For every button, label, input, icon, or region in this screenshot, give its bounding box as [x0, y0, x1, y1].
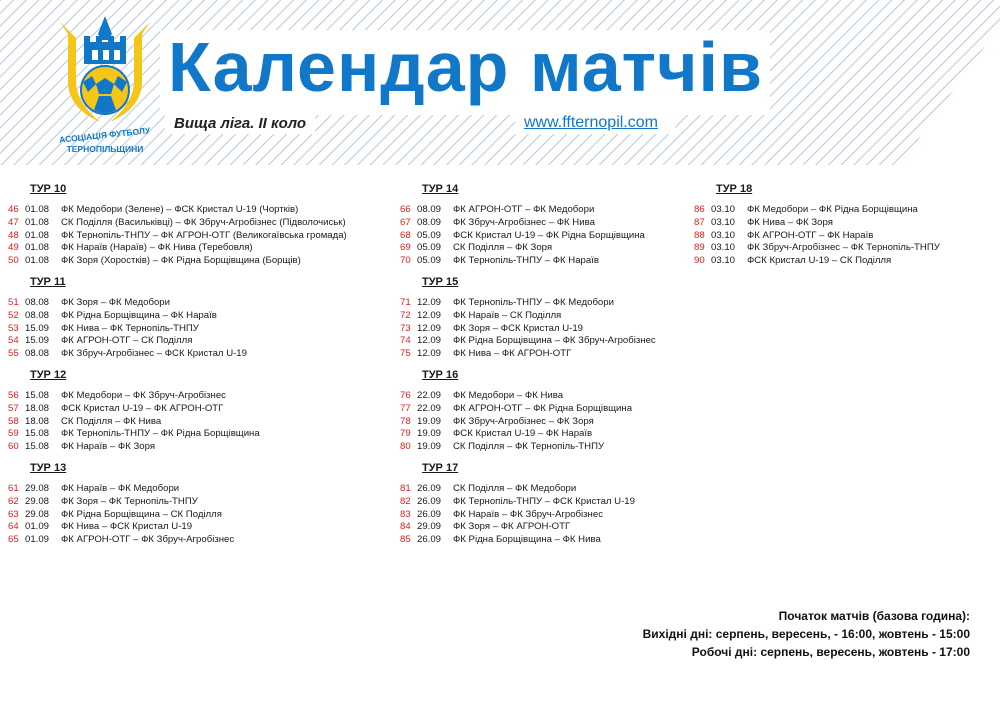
- match-row: [8, 534, 398, 547]
- match-teams: ФК Збруч-Агробізнес – ФК Нива: [453, 216, 595, 228]
- match-row: [8, 310, 398, 323]
- kickoff-info: [643, 607, 970, 661]
- logo-text-line2: ТЕРНОПІЛЬЩИНИ: [66, 144, 144, 154]
- kickoff-info-heading: Початок матчів (базова година):: [778, 609, 970, 623]
- match-number: 88: [694, 229, 705, 241]
- match-number: 74: [400, 335, 411, 347]
- match-number: 82: [400, 495, 411, 507]
- match-teams: СК Поділля – ФК Медобори: [453, 482, 577, 494]
- schedule-column-2: [400, 182, 700, 547]
- match-teams: ФК Медобори (Зелене) – ФСК Кристал U-19 (Чортків): [61, 204, 299, 215]
- match-row: [694, 204, 994, 217]
- match-number: 65: [8, 534, 19, 546]
- match-teams: ФК АГРОН-ОТГ – ФК Нараїв: [747, 229, 874, 241]
- match-date: 29.08: [25, 495, 50, 507]
- match-teams: ФСК Кристал U-19 – ФК АГРОН-ОТГ: [61, 402, 224, 414]
- tour-heading: ТУР 10: [30, 183, 67, 195]
- match-row: [400, 483, 700, 496]
- match-date: 05.09: [417, 242, 442, 254]
- match-number: 77: [400, 402, 411, 414]
- match-row: [694, 242, 994, 255]
- match-number: 55: [8, 348, 19, 360]
- match-number: 63: [8, 508, 19, 520]
- match-teams: СК Поділля (Васильківці) – ФК Збруч-Агробізнес (Підволочиськ): [61, 216, 346, 228]
- match-number: 49: [8, 242, 19, 254]
- tour-heading: ТУР 11: [30, 275, 66, 288]
- match-row: [8, 230, 398, 243]
- tour-heading: ТУР 17: [422, 461, 459, 474]
- match-row: [8, 509, 398, 522]
- match-teams: ФК Тернопіль-ТНПУ – ФК Медобори: [453, 296, 614, 308]
- page-title: Календар матчів: [168, 28, 764, 106]
- match-number: 72: [400, 309, 411, 321]
- match-date: 18.08: [25, 402, 50, 414]
- association-logo: [50, 14, 160, 164]
- match-number: 75: [400, 348, 411, 360]
- match-row: [8, 521, 398, 534]
- match-row: [8, 483, 398, 496]
- match-date: 08.09: [417, 216, 442, 228]
- match-number: 64: [8, 521, 19, 533]
- match-date: 15.08: [25, 428, 50, 440]
- match-teams: ФК Зоря – ФК Медобори: [61, 296, 170, 308]
- match-row: [8, 204, 398, 217]
- match-date: 08.08: [25, 348, 50, 360]
- match-row: [400, 323, 700, 336]
- match-row: [400, 534, 700, 547]
- match-number: 48: [8, 229, 19, 241]
- match-date: 19.09: [417, 428, 442, 440]
- match-number: 90: [694, 255, 705, 267]
- match-number: 52: [8, 309, 19, 321]
- match-row: [8, 323, 398, 336]
- match-teams: ФК Тернопіль-ТНПУ – ФК АГРОН-ОТГ (Великогаївська громада): [61, 229, 347, 241]
- match-date: 03.10: [711, 204, 736, 215]
- match-row: [8, 255, 398, 268]
- match-number: 71: [400, 296, 411, 308]
- match-date: 05.09: [417, 255, 442, 267]
- match-number: 61: [8, 482, 19, 494]
- logo-text-line1: АСОЦІАЦІЯ ФУТБОЛУ: [58, 125, 151, 145]
- match-number: 60: [8, 441, 19, 453]
- match-row: [400, 441, 700, 454]
- match-number: 80: [400, 441, 411, 453]
- match-row: [400, 521, 700, 534]
- match-teams: ФК Нива – ФСК Кристал U-19: [61, 521, 193, 533]
- match-teams: ФК Зоря – ФСК Кристал U-19: [453, 322, 584, 334]
- match-row: [8, 335, 398, 348]
- match-date: 03.10: [711, 255, 736, 267]
- match-teams: ФК Тернопіль-ТНПУ – ФСК Кристал U-19: [453, 495, 635, 507]
- tour-heading: ТУР 14: [422, 183, 459, 195]
- match-number: 47: [8, 216, 19, 228]
- match-row: [8, 242, 398, 255]
- tour-heading: ТУР 12: [30, 368, 67, 381]
- tour-heading: ТУР 13: [30, 461, 67, 474]
- match-teams: ФК Нива – ФК АГРОН-ОТГ: [453, 348, 572, 360]
- match-row: [694, 217, 994, 230]
- match-row: [400, 403, 700, 416]
- match-teams: ФК Тернопіль-ТНПУ – ФК Нараїв: [453, 255, 599, 267]
- match-number: 67: [400, 216, 411, 228]
- match-date: 26.09: [417, 482, 442, 494]
- match-date: 12.09: [417, 296, 442, 308]
- match-row: [8, 217, 398, 230]
- match-row: [8, 496, 398, 509]
- match-date: 01.08: [25, 255, 50, 267]
- match-number: 46: [8, 204, 19, 215]
- match-date: 15.08: [25, 441, 50, 453]
- match-teams: ФК Нива – ФК Зоря: [747, 216, 833, 228]
- match-date: 01.09: [25, 534, 50, 546]
- match-row: [400, 204, 700, 217]
- match-row: [8, 297, 398, 310]
- match-number: 68: [400, 229, 411, 241]
- match-date: 01.08: [25, 242, 50, 254]
- match-date: 26.09: [417, 534, 442, 546]
- match-date: 08.08: [25, 309, 50, 321]
- match-number: 79: [400, 428, 411, 440]
- match-teams: ФК Рідна Борщівщина – ФК Збруч-Агробізнес: [453, 335, 656, 347]
- match-date: 01.08: [25, 204, 50, 215]
- match-teams: ФК Нараїв – ФК Медобори: [61, 482, 180, 494]
- match-number: 84: [400, 521, 411, 533]
- match-date: 03.10: [711, 242, 736, 254]
- kickoff-info-weekends: Вихідні дні: серпень, вересень, - 16:00, жовтень - 15:00: [642, 627, 970, 641]
- tour-heading: ТУР 18: [716, 183, 753, 195]
- match-teams: ФК Нараїв – СК Поділля: [453, 309, 562, 321]
- match-row: [8, 441, 398, 454]
- match-date: 19.09: [417, 415, 442, 427]
- match-date: 08.08: [25, 296, 50, 308]
- match-date: 01.08: [25, 229, 50, 241]
- match-row: [8, 403, 398, 416]
- match-date: 29.08: [25, 482, 50, 494]
- match-date: 01.09: [25, 521, 50, 533]
- match-row: [400, 335, 700, 348]
- match-number: 62: [8, 495, 19, 507]
- match-date: 08.09: [417, 204, 442, 215]
- league-subtitle: Вища ліга. II коло: [174, 115, 307, 132]
- schedule-column-3: [694, 182, 994, 268]
- match-date: 12.09: [417, 348, 442, 360]
- match-date: 15.08: [25, 389, 50, 401]
- match-number: 50: [8, 255, 19, 267]
- match-row: [400, 509, 700, 522]
- match-date: 26.09: [417, 495, 442, 507]
- match-number: 78: [400, 415, 411, 427]
- match-row: [8, 428, 398, 441]
- match-row: [8, 390, 398, 403]
- match-date: 03.10: [711, 216, 736, 228]
- match-teams: ФК Збруч-Агробізнес – ФСК Кристал U-19: [61, 348, 247, 360]
- match-teams: ФК Зоря – ФК АГРОН-ОТГ: [453, 521, 571, 533]
- match-teams: ФСК Кристал U-19 – ФК Нараїв: [453, 428, 593, 440]
- match-row: [400, 230, 700, 243]
- match-teams: ФСК Кристал U-19 – СК Поділля: [747, 255, 892, 267]
- match-date: 15.09: [25, 322, 50, 334]
- match-date: 22.09: [417, 402, 442, 414]
- match-number: 87: [694, 216, 705, 228]
- match-date: 15.09: [25, 335, 50, 347]
- match-number: 58: [8, 415, 19, 427]
- match-teams: ФК Нараїв – ФК Зоря: [61, 441, 156, 453]
- match-row: [400, 297, 700, 310]
- match-number: 89: [694, 242, 705, 254]
- match-teams: ФК Збруч-Агробізнес – ФК Тернопіль-ТНПУ: [747, 242, 940, 254]
- match-teams: ФК АГРОН-ОТГ – СК Поділля: [61, 335, 193, 347]
- match-teams: ФК Нараїв – ФК Збруч-Агробізнес: [453, 508, 603, 520]
- match-row: [400, 348, 700, 361]
- match-teams: ФК Зоря – ФК Тернопіль-ТНПУ: [61, 495, 198, 507]
- match-teams: ФК АГРОН-ОТГ – ФК Медобори: [453, 204, 595, 215]
- match-teams: ФК Тернопіль-ТНПУ – ФК Рідна Борщівщина: [61, 428, 260, 440]
- match-date: 22.09: [417, 389, 442, 401]
- match-date: 12.09: [417, 335, 442, 347]
- match-number: 54: [8, 335, 19, 347]
- match-row: [400, 310, 700, 323]
- match-teams: ФК Медобори – ФК Рідна Борщівщина: [747, 204, 918, 215]
- match-row: [400, 217, 700, 230]
- match-row: [694, 230, 994, 243]
- match-number: 69: [400, 242, 411, 254]
- match-teams: ФК Медобори – ФК Збруч-Агробізнес: [61, 389, 226, 401]
- match-row: [8, 348, 398, 361]
- match-number: 66: [400, 204, 411, 215]
- match-row: [400, 496, 700, 509]
- match-number: 86: [694, 204, 705, 215]
- match-row: [8, 416, 398, 429]
- match-number: 56: [8, 389, 19, 401]
- match-date: 18.08: [25, 415, 50, 427]
- website-link[interactable]: www.ffternopil.com: [524, 114, 658, 131]
- kickoff-info-weekdays: Робочі дні: серпень, вересень, жовтень - 17:00: [691, 645, 970, 659]
- match-teams: ФК Нараїв (Нараїв) – ФК Нива (Теребовля): [61, 242, 253, 254]
- match-teams: ФК Медобори – ФК Нива: [453, 389, 564, 401]
- match-row: [400, 416, 700, 429]
- match-number: 53: [8, 322, 19, 334]
- schedule-column-1: [8, 182, 398, 547]
- match-number: 85: [400, 534, 411, 546]
- match-date: 12.09: [417, 309, 442, 321]
- match-number: 51: [8, 296, 19, 308]
- match-row: [400, 242, 700, 255]
- match-date: 29.09: [417, 521, 442, 533]
- match-date: 05.09: [417, 229, 442, 241]
- match-number: 83: [400, 508, 411, 520]
- match-number: 59: [8, 428, 19, 440]
- trident-shield-icon: [50, 14, 160, 164]
- match-number: 70: [400, 255, 411, 267]
- match-teams: ФК Нива – ФК Тернопіль-ТНПУ: [61, 322, 199, 334]
- match-teams: ФК Рідна Борщівщина – ФК Нараїв: [61, 309, 217, 321]
- match-teams: СК Поділля – ФК Тернопіль-ТНПУ: [453, 441, 605, 453]
- match-teams: ФК АГРОН-ОТГ – ФК Збруч-Агробізнес: [61, 534, 235, 546]
- match-date: 01.08: [25, 216, 50, 228]
- match-date: 26.09: [417, 508, 442, 520]
- match-date: 03.10: [711, 229, 736, 241]
- match-teams: ФК Рідна Борщівщина – СК Поділля: [61, 508, 222, 520]
- match-teams: СК Поділля – ФК Нива: [61, 415, 162, 427]
- match-teams: ФСК Кристал U-19 – ФК Рідна Борщівщина: [453, 229, 645, 241]
- match-date: 19.09: [417, 441, 442, 453]
- match-teams: ФК АГРОН-ОТГ – ФК Рідна Борщівщина: [453, 402, 633, 414]
- match-date: 29.08: [25, 508, 50, 520]
- match-number: 81: [400, 482, 411, 494]
- match-number: 57: [8, 402, 19, 414]
- tour-heading: ТУР 15: [422, 275, 459, 288]
- match-number: 76: [400, 389, 411, 401]
- match-teams: ФК Збруч-Агробізнес – ФК Зоря: [453, 415, 594, 427]
- match-teams: СК Поділля – ФК Зоря: [453, 242, 553, 254]
- match-row: [400, 255, 700, 268]
- match-teams: ФК Зоря (Хоростків) – ФК Рідна Борщівщина (Борщів): [61, 255, 301, 267]
- match-date: 12.09: [417, 322, 442, 334]
- match-row: [694, 255, 994, 268]
- match-teams: ФК Рідна Борщівщина – ФК Нива: [453, 534, 601, 546]
- match-number: 73: [400, 322, 411, 334]
- tour-heading: ТУР 16: [422, 368, 459, 381]
- match-row: [400, 428, 700, 441]
- match-row: [400, 390, 700, 403]
